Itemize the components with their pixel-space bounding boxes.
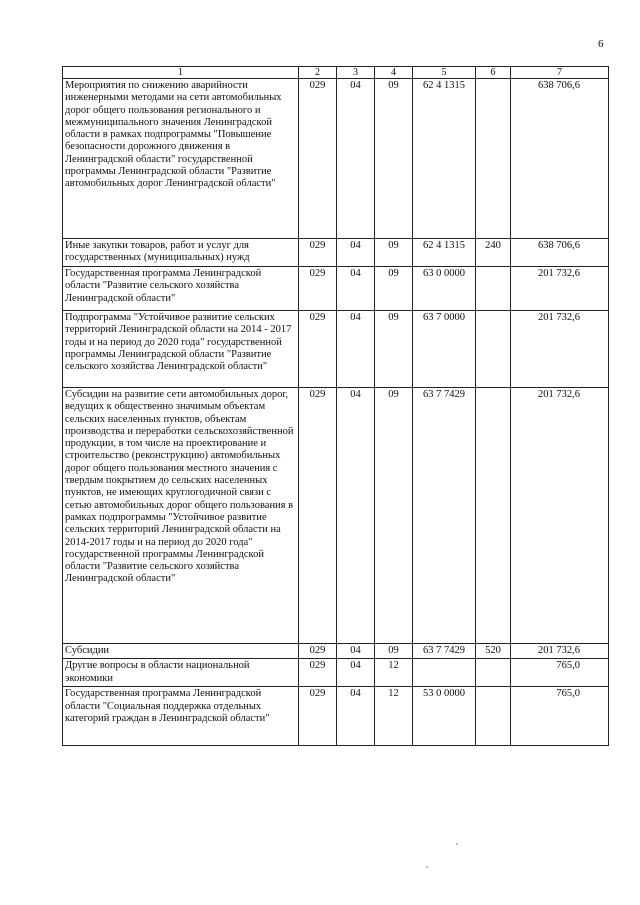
amount: 638 706,6 [511, 239, 609, 267]
ministry-code: 029 [299, 388, 337, 644]
column-header: 3 [337, 67, 375, 79]
section-code: 04 [337, 388, 375, 644]
section-code: 04 [337, 659, 375, 687]
table-row [63, 644, 609, 659]
scan-speck [456, 843, 458, 845]
table-row [63, 687, 609, 746]
column-header: 2 [299, 67, 337, 79]
ministry-code: 029 [299, 79, 337, 239]
ministry-code: 029 [299, 659, 337, 687]
subsection-code: 09 [375, 267, 413, 311]
row-description: Подпрограмма "Устойчивое развитие сельских территорий Ленинградской области на 2014 - 2017 годы и на период до 2020 года" государственной программы Ленинградской области "Развитие сельского хозяйства Ленинградской области" [63, 311, 299, 388]
target-article-code: 63 7 7429 [413, 644, 476, 659]
table-row [63, 659, 609, 687]
row-description: Государственная программа Ленинградской области "Развитие сельского хозяйства Ленинградской области" [63, 267, 299, 311]
section-code: 04 [337, 79, 375, 239]
section-code: 04 [337, 687, 375, 746]
expense-type-code: 520 [476, 644, 511, 659]
ministry-code: 029 [299, 644, 337, 659]
target-article-code: 63 0 0000 [413, 267, 476, 311]
expense-type-code [476, 311, 511, 388]
amount: 201 732,6 [511, 644, 609, 659]
table-row [63, 311, 609, 388]
page-number: 6 [598, 38, 604, 50]
target-article-code: 62 4 1315 [413, 79, 476, 239]
ministry-code: 029 [299, 687, 337, 746]
target-article-code [413, 659, 476, 687]
scan-speck [426, 866, 428, 868]
table-header-row [63, 67, 609, 79]
table-row [63, 79, 609, 239]
subsection-code: 09 [375, 388, 413, 644]
target-article-code: 63 7 7429 [413, 388, 476, 644]
subsection-code: 09 [375, 644, 413, 659]
column-header: 4 [375, 67, 413, 79]
target-article-code: 63 7 0000 [413, 311, 476, 388]
amount: 201 732,6 [511, 311, 609, 388]
row-description: Государственная программа Ленинградской области "Социальная поддержка отдельных категорий граждан в Ленинградской области" [63, 687, 299, 746]
table-row [63, 388, 609, 644]
target-article-code: 53 0 0000 [413, 687, 476, 746]
ministry-code: 029 [299, 311, 337, 388]
amount: 638 706,6 [511, 79, 609, 239]
column-header: 1 [63, 67, 299, 79]
subsection-code: 09 [375, 311, 413, 388]
amount: 201 732,6 [511, 388, 609, 644]
amount: 765,0 [511, 659, 609, 687]
row-description: Мероприятия по снижению аварийности инженерными методами на сети автомобильных дорог общего пользования регионального и межмуниципального значения Ленинградской области в рамках подпрограммы "Повышение безопасности дорожного движения в Ленинградской области" государственной программы Ленинградской области "Развитие автомобильных дорог Ленинградской области" [63, 79, 299, 239]
table-row [63, 267, 609, 311]
subsection-code: 12 [375, 659, 413, 687]
column-header: 5 [413, 67, 476, 79]
subsection-code: 09 [375, 239, 413, 267]
column-header: 7 [511, 67, 609, 79]
column-header: 6 [476, 67, 511, 79]
budget-table [62, 66, 609, 746]
expense-type-code: 240 [476, 239, 511, 267]
expense-type-code [476, 388, 511, 644]
target-article-code: 62 4 1315 [413, 239, 476, 267]
expense-type-code [476, 687, 511, 746]
expense-type-code [476, 79, 511, 239]
table-row [63, 239, 609, 267]
expense-type-code [476, 267, 511, 311]
section-code: 04 [337, 311, 375, 388]
section-code: 04 [337, 239, 375, 267]
amount: 201 732,6 [511, 267, 609, 311]
row-description: Субсидии на развитие сети автомобильных дорог, ведущих к общественно значимым объектам сельских населенных пунктов, объектам производства и переработки сельскохозяйственной продукции, в том числе на проектирование и строительство (реконструкцию) автомобильных дорог общего пользования местного значения с твердым покрытием до сельских населенных пунктов, не имеющих круглогодичной связи с сетью автомобильных дорог общего пользования в рамках подпрограммы "Устойчивое развитие сельских территорий Ленинградской области на 2014-2017 годы и на период до 2020 года" государственной программы Ленинградской области "Развитие сельского хозяйства Ленинградской области" [63, 388, 299, 644]
subsection-code: 09 [375, 79, 413, 239]
ministry-code: 029 [299, 239, 337, 267]
expense-type-code [476, 659, 511, 687]
section-code: 04 [337, 267, 375, 311]
section-code: 04 [337, 644, 375, 659]
amount: 765,0 [511, 687, 609, 746]
subsection-code: 12 [375, 687, 413, 746]
row-description: Другие вопросы в области национальной экономики [63, 659, 299, 687]
ministry-code: 029 [299, 267, 337, 311]
row-description: Субсидии [63, 644, 299, 659]
row-description: Иные закупки товаров, работ и услуг для государственных (муниципальных) нужд [63, 239, 299, 267]
